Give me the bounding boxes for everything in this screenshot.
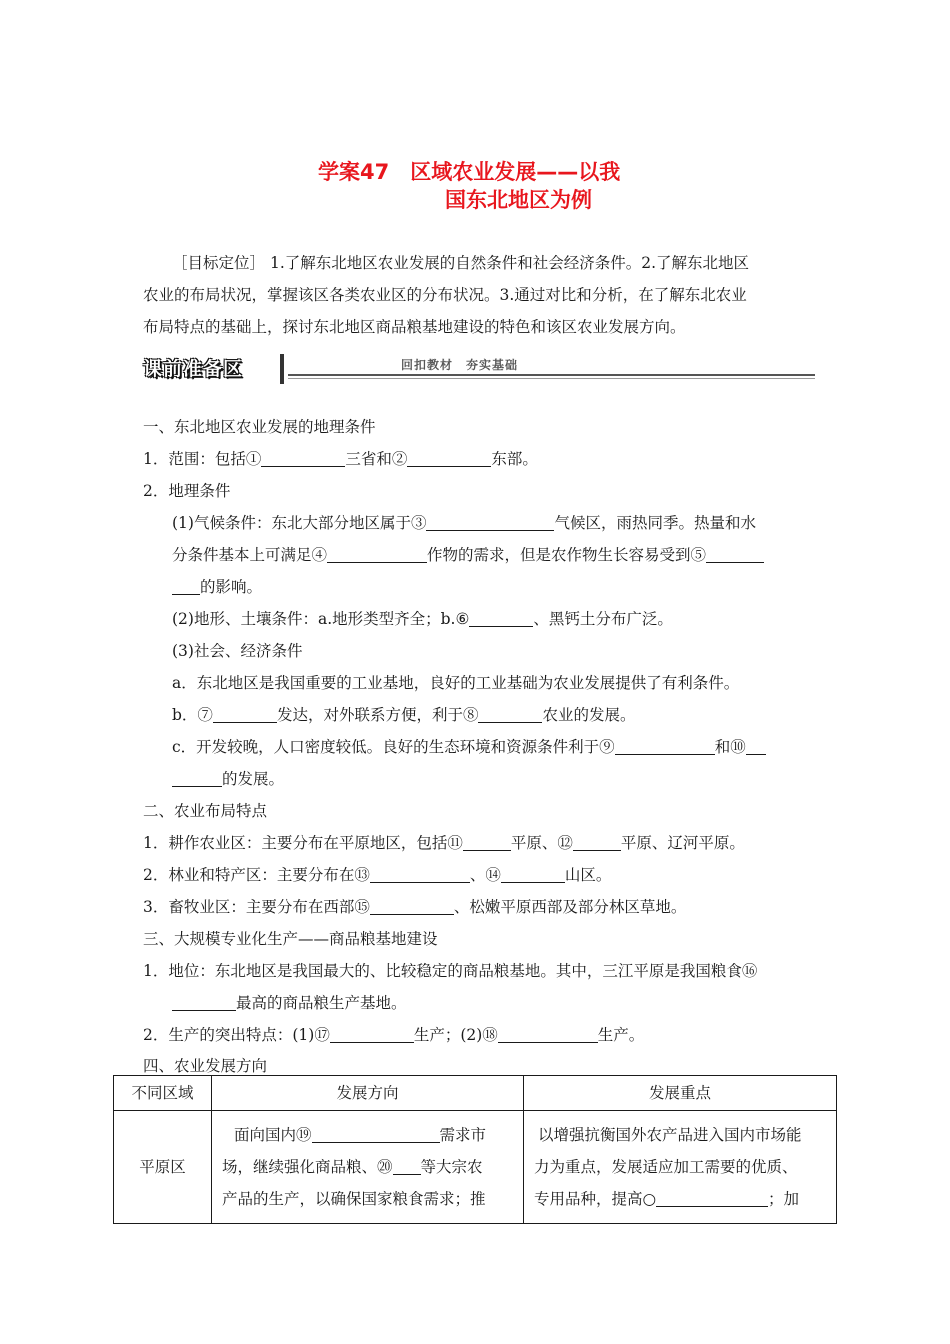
section-2-heading: 二、农业布局特点 [143, 802, 268, 820]
s1-climate-2: 分条件基本上可满足④ 作物的需求，但是农作物生长容易受到⑤ [172, 539, 764, 571]
development-table [113, 1075, 837, 1224]
s1-terrain: (2)地形、土壤条件：a.地形类型齐全；b.⑥ 、黑钙土分布广泛。 [172, 610, 673, 628]
blank-15[interactable] [370, 896, 454, 915]
blank-4[interactable] [327, 544, 427, 563]
s1-social-a: a．东北地区是我国重要的工业基地，良好的工业基础为农业发展提供了有利条件。 [172, 674, 740, 692]
blank-21[interactable] [656, 1188, 768, 1207]
focus-line-1: 以增强抗衡国外农产品进入国内市场能 [538, 1126, 802, 1144]
blank-10[interactable] [746, 736, 766, 755]
s3-item-2: 2．生产的突出特点：(1)⑰ 生产；(2)⑱ 生产。 [143, 1026, 645, 1044]
title-line-1: 学案47 区域农业发展——以我 [318, 160, 621, 184]
s1-social-heading: (3)社会、经济条件 [172, 642, 303, 660]
banner-rule [288, 374, 815, 376]
s2-item-1: 1．耕作农业区：主要分布在平原地区，包括⑪ 平原、⑫ 平原、辽河平原。 [143, 834, 745, 852]
blank-5[interactable] [706, 544, 764, 563]
s1-social-c: c．开发较晚，人口密度较低。良好的生态环境和资源条件利于⑨ 和⑩ [172, 731, 766, 763]
s1-social-c-2: 的发展。 [172, 763, 284, 795]
blank-1[interactable] [261, 448, 345, 467]
blank-6[interactable] [469, 608, 533, 627]
goal-line-1: ［目标定位］ 1.了解东北地区农业发展的自然条件和社会经济条件。2.了解东北地区 [172, 254, 750, 272]
s1-social-b: b．⑦ 发达，对外联系方便，利于⑧ 农业的发展。 [172, 706, 636, 724]
blank-8[interactable] [478, 704, 542, 723]
section-banner [143, 352, 815, 388]
goal-line-3: 布局特点的基础上，探讨东北地区商品粮基地建设的特色和该区农业发展方向。 [143, 318, 686, 336]
table-header-row [114, 1076, 837, 1111]
blank-11[interactable] [463, 832, 511, 851]
direction-line-1: 面向国内⑲ 需求市 [234, 1126, 487, 1144]
blank-3[interactable] [426, 512, 554, 531]
s1-climate-1: (1)气候条件：东北大部分地区属于③ 气候区，雨热同季。热量和水 [172, 514, 756, 532]
banner-subtitle: 回扣教材 夯实基础 [401, 358, 519, 372]
section-1-heading: 一、东北地区农业发展的地理条件 [143, 418, 376, 436]
blank-18[interactable] [498, 1024, 598, 1043]
goal-label: ［目标定位］ [172, 254, 266, 272]
direction-line-2: 场，继续强化商品粮、⑳ 等大宗农 [222, 1158, 483, 1176]
blank-17[interactable] [330, 1024, 414, 1043]
blank-16[interactable] [172, 992, 236, 1011]
blank-2[interactable] [407, 448, 491, 467]
section-3-heading: 三、大规模专业化生产——商品粮基地建设 [143, 930, 438, 948]
blank-9[interactable] [615, 736, 715, 755]
banner-divider [280, 354, 284, 384]
table-row [114, 1111, 837, 1224]
blank-19[interactable] [312, 1124, 440, 1143]
blank-13[interactable] [370, 864, 470, 883]
blank-10-cont[interactable] [172, 768, 222, 787]
s3-item-1-cont: 最高的商品粮生产基地。 [172, 987, 407, 1019]
s1-item-2: 2．地理条件 [143, 482, 231, 500]
header-direction: 发展方向 [212, 1076, 524, 1111]
focus-line-3: 专用品种，提高○ ；加 [534, 1190, 800, 1208]
blank-12[interactable] [573, 832, 621, 851]
blank-20[interactable] [393, 1156, 421, 1175]
s1-climate-3: 的影响。 [172, 571, 262, 603]
direction-line-3: 产品的生产，以确保国家粮食需求；推 [222, 1190, 486, 1208]
banner-rule-thin [288, 378, 815, 379]
goal-line-2: 农业的布局状况，掌握该区各类农业区的分布状况。3.通过对比和分析，在了解东北农业 [143, 286, 747, 304]
header-focus: 发展重点 [524, 1076, 837, 1111]
banner-tag: 课前准备区 [143, 358, 244, 380]
blank-7[interactable] [213, 704, 277, 723]
header-region: 不同区域 [114, 1076, 212, 1111]
section-4-heading: 四、农业发展方向 [143, 1057, 268, 1075]
cell-direction [212, 1111, 524, 1224]
blank-5-cont[interactable] [172, 576, 200, 595]
s1-item-1: 1．范围：包括① 三省和② 东部。 [143, 450, 538, 468]
s2-item-2: 2．林业和特产区：主要分布在⑬ 、⑭ 山区。 [143, 866, 612, 884]
s2-item-3: 3．畜牧业区：主要分布在西部⑮ 、松嫩平原西部及部分林区草地。 [143, 898, 687, 916]
focus-line-2: 力为重点，发展适应加工需要的优质、 [534, 1158, 798, 1176]
blank-14[interactable] [501, 864, 565, 883]
cell-focus [524, 1111, 837, 1224]
cell-region: 平原区 [114, 1111, 212, 1224]
s3-item-1: 1．地位：东北地区是我国最大的、比较稳定的商品粮基地。其中，三江平原是我国粮食⑯ [143, 962, 758, 980]
title-line-2: 国东北地区为例 [445, 188, 592, 212]
